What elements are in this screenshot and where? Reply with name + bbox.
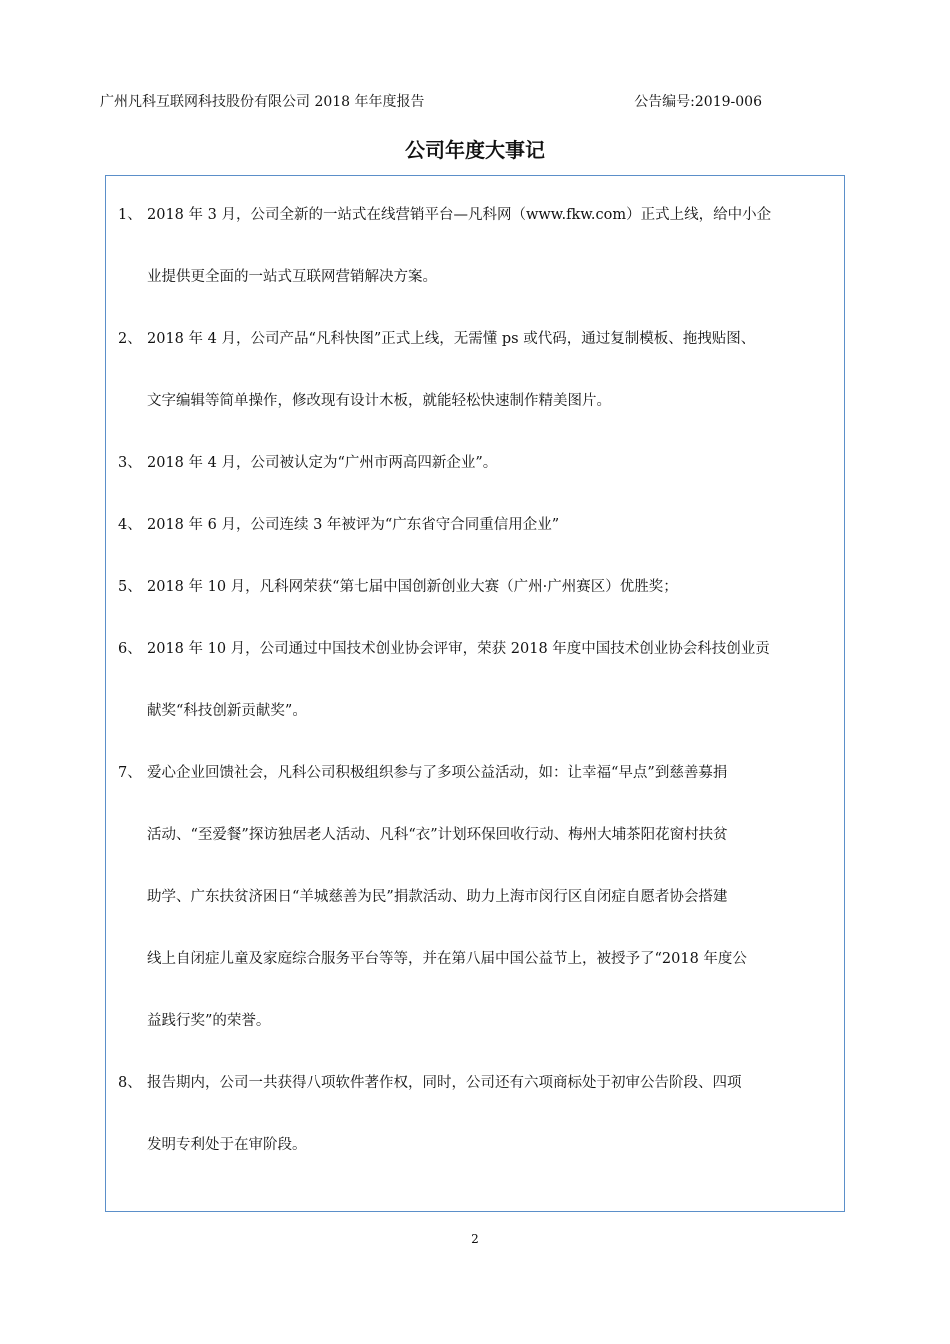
event-number: 2、	[118, 331, 142, 347]
event-text-line: 2018 年 4 月，公司产品“凡科快图”正式上线，无需懂 ps 或代码，通过复制模板、拖拽贴图、	[147, 331, 756, 347]
page-header	[100, 91, 762, 113]
event-text-line: 2018 年 3 月，公司全新的一站式在线营销平台—凡科网（www.fkw.com）正式上线，给中小企	[147, 207, 772, 223]
event-text-line: 2018 年 10 月，公司通过中国技术创业协会评审，荣获 2018 年度中国技术创业协会科技创业贡	[147, 641, 770, 657]
event-text-line: 活动、“至爱餐”探访独居老人活动、凡科“衣”计划环保回收行动、梅州大埔茶阳花窗村扶贫	[147, 827, 728, 843]
event-text-line: 线上自闭症儿童及家庭综合服务平台等等，并在第八届中国公益节上，被授予了“2018 年度公	[147, 951, 747, 967]
event-text-line: 献奖“科技创新贡献奖”。	[147, 703, 307, 719]
event-text-line: 爱心企业回馈社会，凡科公司积极组织参与了多项公益活动，如：让幸福“早点”到慈善募捐	[147, 765, 728, 781]
events-box	[105, 175, 845, 1212]
page-number: 2	[471, 1232, 479, 1246]
event-text-line: 发明专利处于在审阶段。	[147, 1137, 307, 1153]
event-number: 6、	[118, 641, 142, 657]
event-text-line: 益践行奖”的荣誉。	[147, 1013, 271, 1029]
event-text-line: 2018 年 4 月，公司被认定为“广州市两高四新企业”。	[147, 455, 498, 471]
event-text-line: 助学、广东扶贫济困日“羊城慈善为民”捐款活动、助力上海市闵行区自闭症自愿者协会搭建	[147, 889, 728, 905]
page-title: 公司年度大事记	[405, 138, 545, 162]
event-text-line: 2018 年 6 月，公司连续 3 年被评为“广东省守合同重信用企业”	[147, 517, 560, 533]
event-number: 4、	[118, 517, 142, 533]
event-number: 3、	[118, 455, 142, 471]
event-number: 5、	[118, 579, 142, 595]
event-text-line: 2018 年 10 月，凡科网荣获“第七届中国创新创业大赛（广州·广州赛区）优胜奖；	[147, 579, 678, 595]
event-text-line: 业提供更全面的一站式互联网营销解决方案。	[147, 269, 437, 285]
event-number: 7、	[118, 765, 142, 781]
event-number: 1、	[118, 207, 142, 223]
event-number: 8、	[118, 1075, 142, 1091]
report-title: 广州凡科互联网科技股份有限公司 2018 年年度报告	[100, 94, 425, 110]
event-text-line: 报告期内，公司一共获得八项软件著作权，同时，公司还有六项商标处于初审公告阶段、四项	[147, 1075, 742, 1091]
announcement-number: 公告编号:2019-006	[634, 94, 762, 110]
event-text-line: 文字编辑等简单操作，修改现有设计木板，就能轻松快速制作精美图片。	[147, 393, 611, 409]
